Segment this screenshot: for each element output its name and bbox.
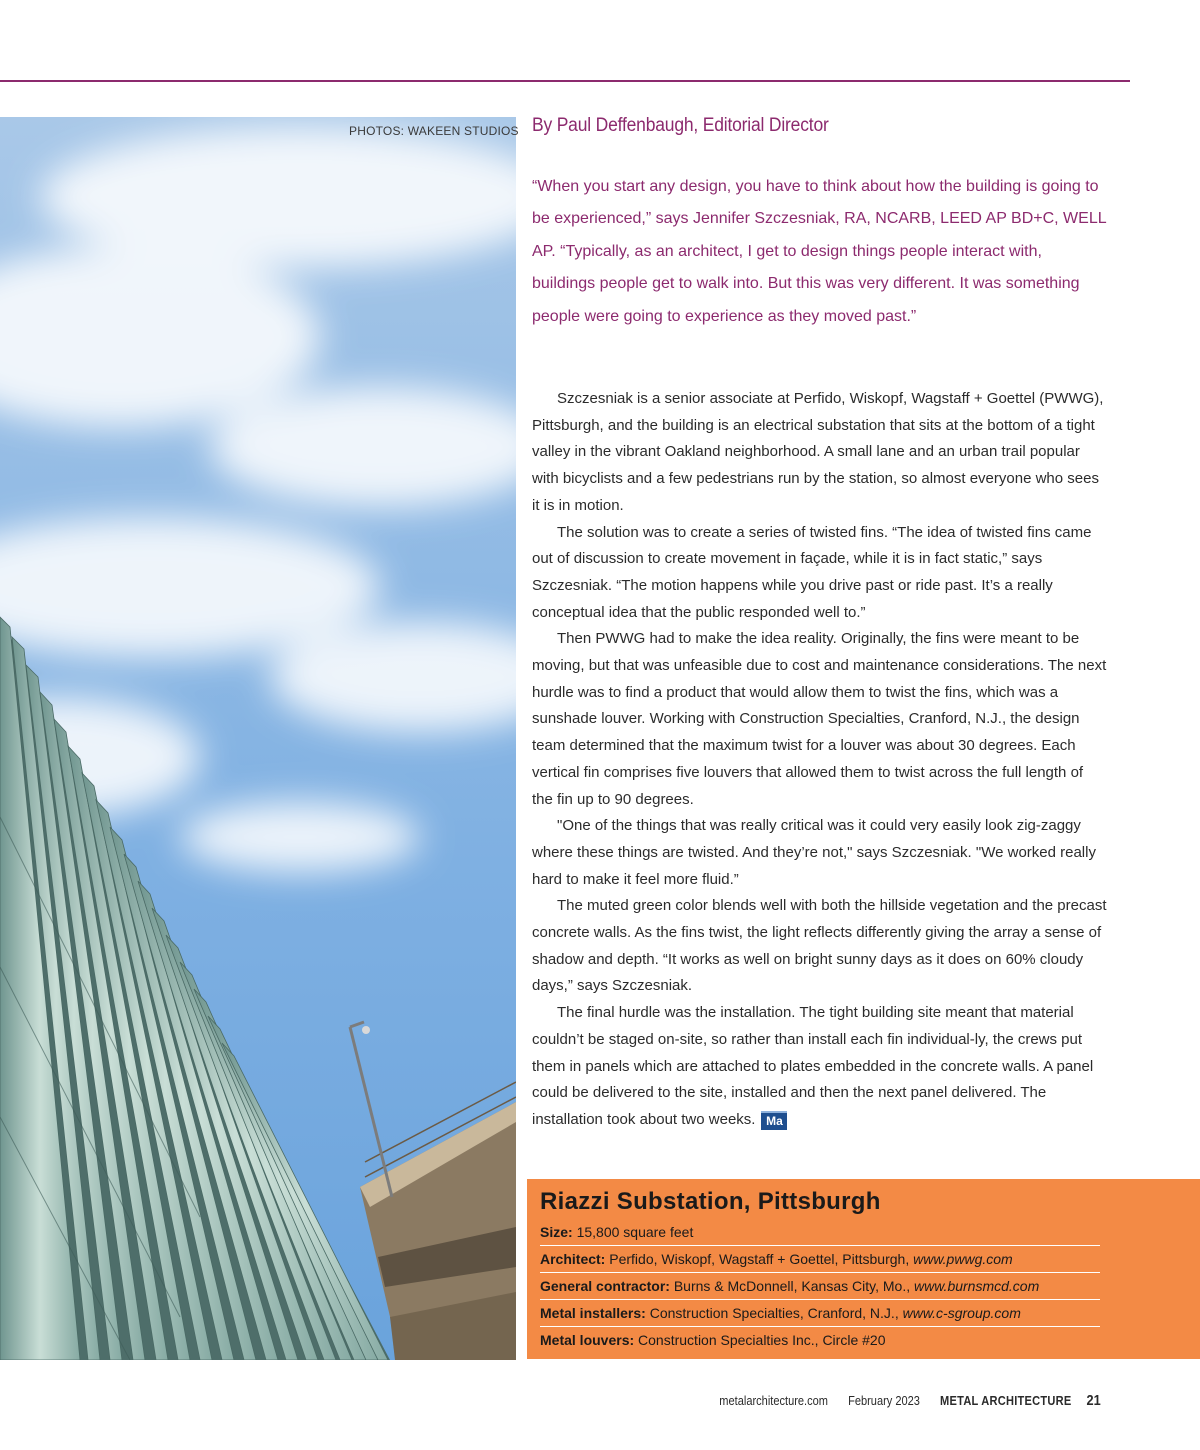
page-number: 21 bbox=[1086, 1392, 1101, 1409]
fact-row-metal-installers bbox=[540, 1300, 1100, 1327]
fact-text: Construction Specialties Inc., Circle #20 bbox=[638, 1332, 886, 1348]
ma-logo-icon: Ma bbox=[761, 1111, 787, 1130]
fact-label: Metal louvers: bbox=[540, 1332, 635, 1348]
top-rule bbox=[0, 80, 1130, 82]
paragraph-text: The final hurdle was the installation. The tight building site meant that material couldn’t be staged on-site, so rather than install each fin individual-ly, the crews put them in panels which are attached to plates embedded in the concrete walls. A panel could be delivered to the site, installed and then the next panel delivered. The installation took about two weeks. bbox=[532, 1004, 1094, 1128]
fact-url[interactable]: www.pwwg.com bbox=[913, 1251, 1013, 1267]
fact-text: Perfido, Wiskopf, Wagstaff + Goettel, Pittsburgh, bbox=[609, 1251, 910, 1267]
fact-text: Burns & McDonnell, Kansas City, Mo., bbox=[673, 1278, 911, 1294]
paragraph-last bbox=[532, 1000, 1107, 1134]
paragraph: Then PWWG had to make the idea reality. Originally, the fins were meant to be moving, but that was unfeasible due to cost and maintenance considerations. The next hurdle was to find a product that would allow them to twist the fins, which was a sunshade louver. Working with Construction Specialties, Cranford, N.J., the design team determined that the maximum twist for a louver was about 30 degrees. Each vertical fin comprises five louvers that allowed them to twist across the full length of the fin up to 90 degrees. bbox=[532, 630, 1107, 808]
factbox-title: Riazzi Substation, Pittsburgh bbox=[540, 1188, 881, 1215]
paragraph: "One of the things that was really critical was it could very easily look zig-zaggy where these things are twisted. And they’re not," says Szczesniak. "We worked really hard to make it feel more fluid.” bbox=[532, 817, 1096, 888]
paragraph: The solution was to create a series of twisted fins. “The idea of twisted fins came out of discussion to create movement in façade, while it is in fact static,” says Szczesniak. “The motion happens while you drive past or ride past. It’s a really conceptual idea that the public responded well to.” bbox=[532, 523, 1092, 621]
article-body bbox=[532, 386, 1107, 1134]
fact-row-metal-louvers bbox=[540, 1327, 1100, 1353]
fact-label: General contractor: bbox=[540, 1278, 670, 1294]
paragraph: The muted green color blends well with both the hillside vegetation and the precast concrete walls. As the fins twist, the light reflects differently giving the array a sense of shadow and depth. “It works as well on bright sunny days as it does on 60% cloudy days,” says Szczesniak. bbox=[532, 897, 1107, 995]
paragraph: Szczesniak is a senior associate at Perfido, Wiskopf, Wagstaff + Goettel (PWWG), Pittsburgh, and the building is an electrical substation that sits at the bottom of a tight valley in the vibrant Oakland neighborhood. A small lane and an urban trail popular with bicyclists and a few pedestrians run by the station, so almost everyone who sees it is in motion. bbox=[532, 390, 1104, 514]
footer-site[interactable]: metalarchitecture.com bbox=[719, 1393, 829, 1408]
page-footer bbox=[703, 1392, 1101, 1409]
fact-label: Metal installers: bbox=[540, 1305, 646, 1321]
footer-date: February 2023 bbox=[848, 1393, 921, 1408]
fact-text: Construction Specialties, Cranford, N.J., bbox=[649, 1305, 899, 1321]
pull-quote: “When you start any design, you have to think about how the building is going to be experienced,” says Jennifer Szczesniak, RA, NCARB, LEED AP BD+C, WELL AP. “Typically, as an architect, I get to design things people interact with, buildings people get to walk into. But this was very different. It was something people were going to experience as they moved past.” bbox=[532, 178, 1107, 325]
fact-url[interactable]: www.c-sgroup.com bbox=[902, 1305, 1021, 1321]
footer-magazine: METAL ARCHITECTURE bbox=[940, 1393, 1072, 1408]
facade-photo bbox=[0, 117, 516, 1360]
fact-label: Size: bbox=[540, 1224, 573, 1240]
byline: By Paul Deffenbaugh, Editorial Director bbox=[532, 115, 829, 136]
fact-label: Architect: bbox=[540, 1251, 606, 1267]
project-factbox bbox=[527, 1179, 1200, 1359]
fact-row-size bbox=[540, 1219, 1100, 1246]
fact-text: 15,800 square feet bbox=[576, 1224, 694, 1240]
fact-row-general-contractor bbox=[540, 1273, 1100, 1300]
fact-row-architect bbox=[540, 1246, 1100, 1273]
photo-credit: PHOTOS: WAKEEN STUDIOS bbox=[349, 124, 519, 138]
fact-url[interactable]: www.burnsmcd.com bbox=[914, 1278, 1040, 1294]
